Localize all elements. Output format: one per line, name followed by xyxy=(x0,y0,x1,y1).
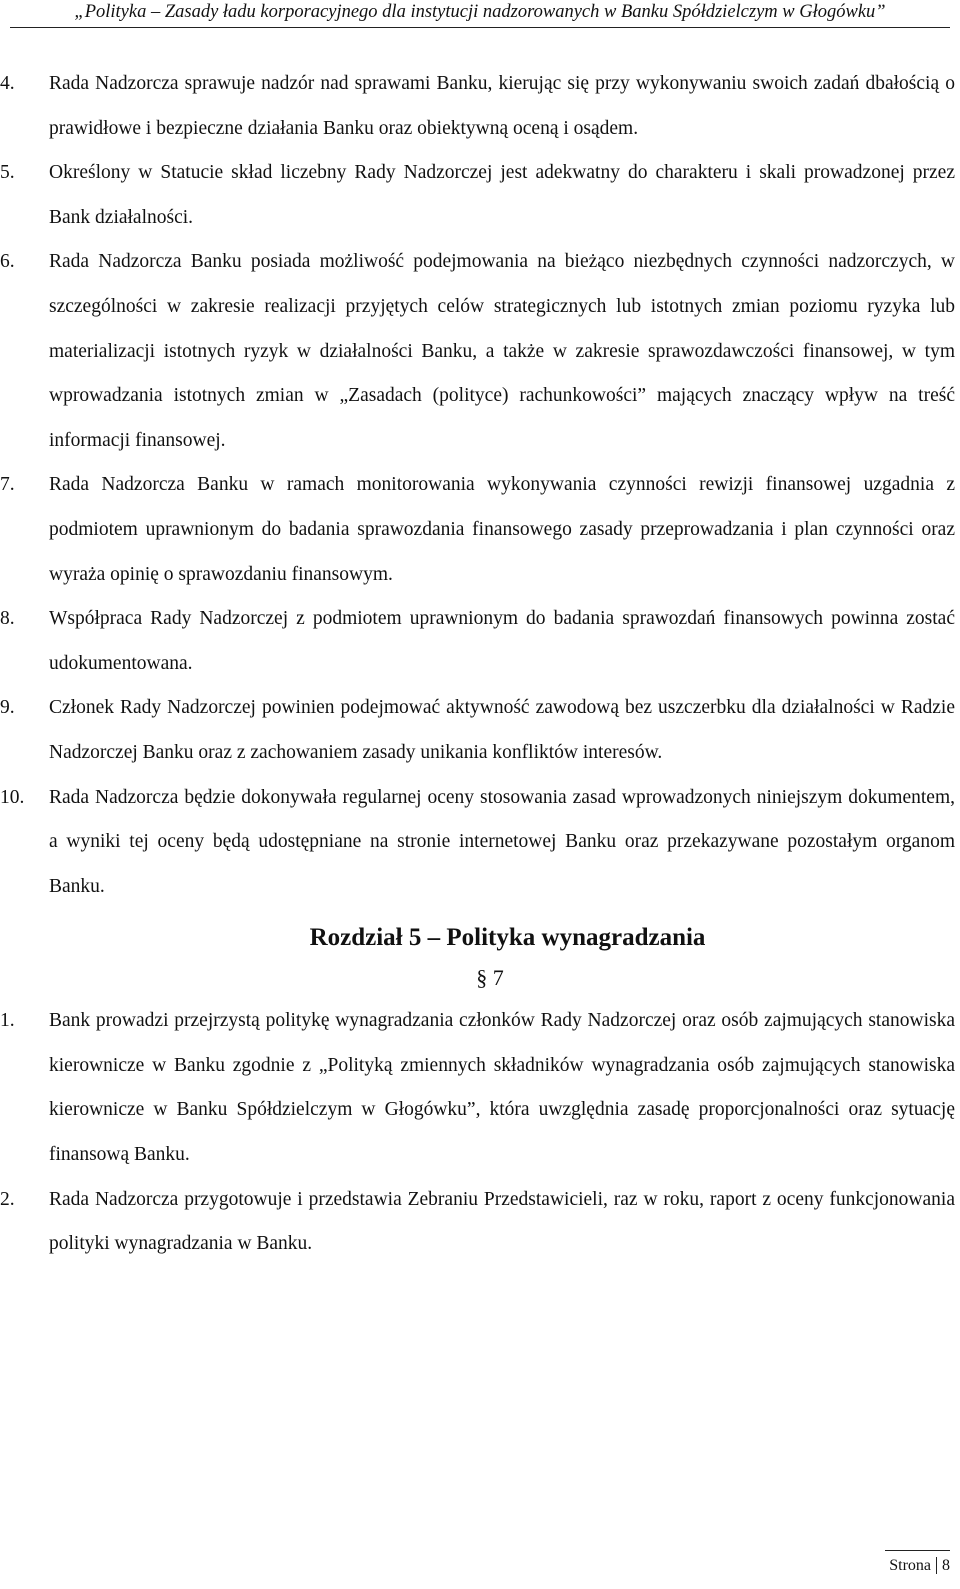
item-text: Członek Rady Nadzorczej powinien podejmować aktywność zawodową bez uszczerbku dla działalności w Radzie Nadzorczej Banku oraz z zachowaniem zasady unikania konfliktów interesów. xyxy=(49,697,955,763)
header-rule xyxy=(10,27,950,28)
item-text: Rada Nadzorcza Banku w ramach monitorowania wykonywania czynności rewizji finansowej uzgadnia z podmiotem uprawnionym do badania sprawozdania finansowego zasady przeprowadzania i plan czynności oraz wyraża opinię o sprawozdaniu finansowym. xyxy=(49,474,955,585)
list-item xyxy=(0,776,955,910)
item-number: 1. xyxy=(0,1010,15,1032)
item-number: 6. xyxy=(0,251,15,273)
item-text: Rada Nadzorcza sprawuje nadzór nad sprawami Banku, kierując się przy wykonywaniu swoich zadań dbałością o prawidłowe i bezpieczne działania Banku oraz obiektywną oceną i osądem. xyxy=(49,73,955,139)
item-number: 7. xyxy=(0,474,15,496)
item-text: Rada Nadzorcza będzie dokonywała regularnej oceny stosowania zasad wprowadzonych niniejszym dokumentem, a wyniki tej oceny będą udostępniane na stronie internetowej Banku oraz przekazywane pozostałym organom Banku. xyxy=(49,786,955,897)
item-number: 8. xyxy=(0,608,15,630)
list-item xyxy=(0,597,955,686)
document-body xyxy=(0,62,955,1267)
list-item xyxy=(0,62,955,151)
item-number: 9. xyxy=(0,697,15,719)
item-text: Rada Nadzorcza przygotowuje i przedstawia Zebraniu Przedstawicieli, raz w roku, raport z oceny funkcjonowania polityki wynagradzania w Banku. xyxy=(49,1188,955,1255)
page-footer xyxy=(885,1550,950,1575)
list-item xyxy=(0,240,955,463)
numbered-list-wynagradzanie xyxy=(0,999,955,1267)
running-header: „Polityka – Zasady ładu korporacyjnego dla instytucji nadzorowanych w Banku Spółdzielczym w Głogówku” xyxy=(74,2,886,22)
list-item xyxy=(0,151,955,240)
numbered-list-rada-nadzorcza xyxy=(0,62,955,909)
footer-separator xyxy=(936,1557,937,1574)
item-text: Rada Nadzorcza Banku posiada możliwość podejmowania na bieżąco niezbędnych czynności nadzorczych, w szczególności w zakresie realizacji przyjętych celów strategicznych lub istotnych zmian poziomu ryzyka lub materializacji istotnych ryzyk w działalności Banku, a także w zakresie sprawozdawczości finansowej, w tym wprowadzania istotnych zmian w „Zasadach (polityce) rachunkowości” mających znaczący wpływ na treść informacji finansowej. xyxy=(49,251,955,451)
item-number: 4. xyxy=(0,73,15,94)
page-label: Strona xyxy=(889,1557,931,1574)
item-number: 2. xyxy=(0,1188,15,1210)
chapter-title: Rozdział 5 – Polityka wynagradzania xyxy=(309,924,706,952)
list-item xyxy=(0,686,955,775)
list-item xyxy=(0,463,955,597)
item-number: 5. xyxy=(0,162,15,184)
list-item xyxy=(0,999,955,1177)
item-text: Bank prowadzi przejrzystą politykę wynagradzania członków Rady Nadzorczej oraz osób zajmujących stanowiska kierownicze w Banku zgodnie z „Polityką zmiennych składników wynagradzania osób zajmujących stanowiska kierownicze w Banku Spółdzielczym w Głogówku”, która uwzględnia zasadę proporcjonalności oraz sytuację finansową Banku. xyxy=(49,1010,955,1166)
page-number: 8 xyxy=(942,1557,950,1574)
item-text: Określony w Statucie skład liczebny Rady Nadzorczej jest adekwatny do charakteru i skali prowadzonej przez Bank działalności. xyxy=(49,162,955,228)
item-number: 10. xyxy=(0,786,25,808)
item-text: Współpraca Rady Nadzorczej z podmiotem uprawnionym do badania sprawozdań finansowych powinna zostać udokumentowana. xyxy=(49,608,955,674)
section-mark: § 7 xyxy=(476,965,504,991)
list-item xyxy=(0,1178,955,1267)
